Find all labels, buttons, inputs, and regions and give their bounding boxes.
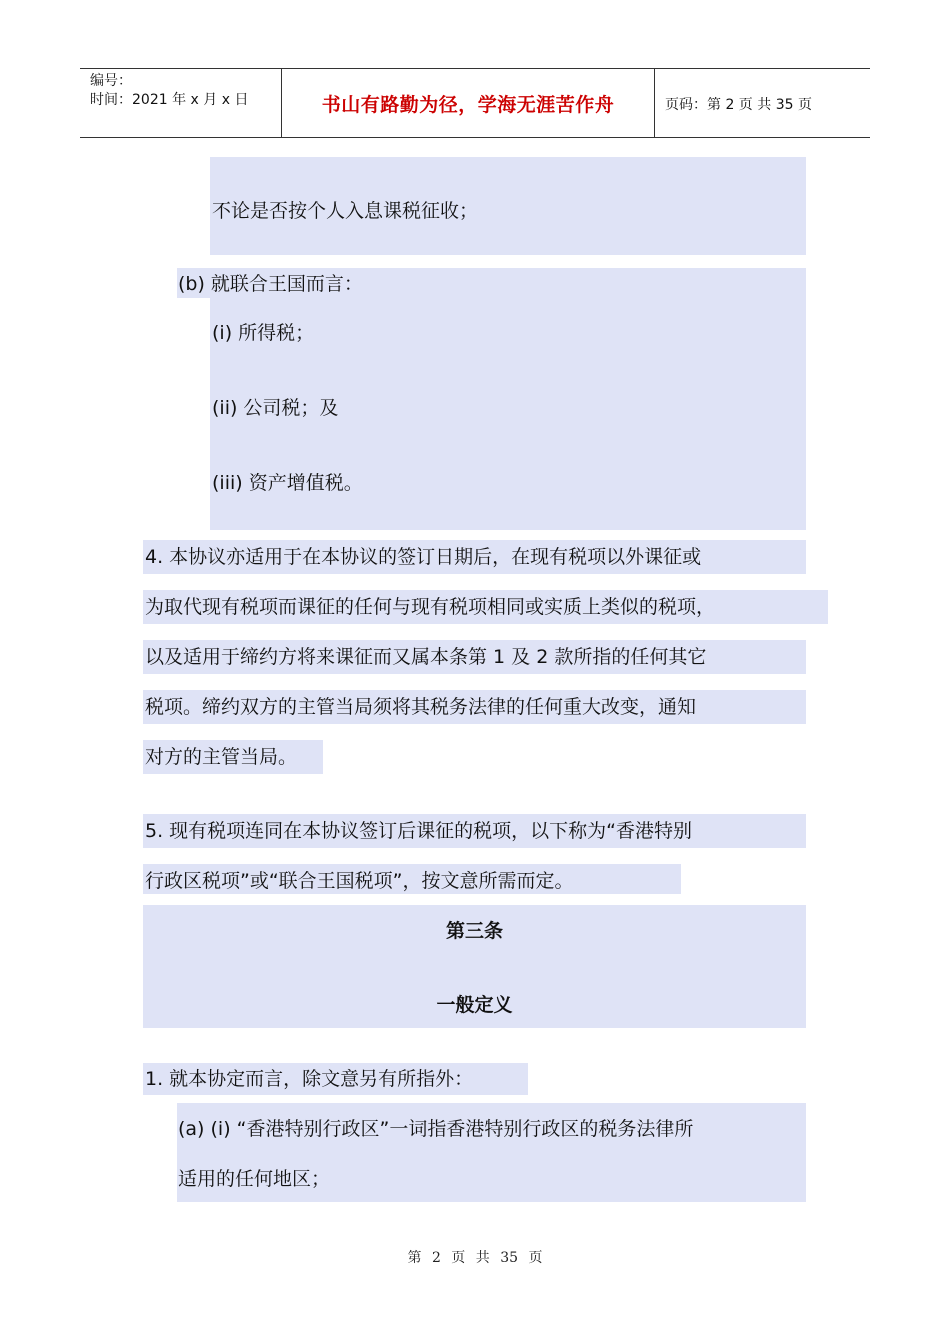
document-time-label: 时间：2021 年 x 月 x 日 — [90, 92, 249, 108]
paragraph-line: 行政区税项”或“联合王国税项”，按文意所需而定。 — [145, 870, 574, 892]
paragraph-line: 对方的主管当局。 — [145, 746, 298, 768]
header-page-info: 页码：第 2 页 共 35 页 — [665, 97, 812, 113]
header-page-cell — [655, 69, 870, 137]
article-title: 第三条 — [445, 920, 503, 942]
page-header — [80, 68, 870, 138]
header-motto: 书山有路勤为径，学海无涯苦作舟 — [321, 94, 615, 116]
list-item: (iii) 资产增值税。 — [212, 472, 363, 494]
paragraph-line: 税项。缔约双方的主管当局须将其税务法律的任何重大改变，通知 — [145, 696, 697, 718]
paragraph-line: 以及适用于缔约方将来课征而又属本条第 1 及 2 款所指的任何其它 — [145, 646, 707, 668]
article-subtitle: 一般定义 — [436, 994, 513, 1016]
paragraph-line: 为取代现有税项而课征的任何与现有税项相同或实质上类似的税项， — [145, 596, 716, 618]
subclause-heading: (b) 就联合王国而言： — [178, 273, 363, 295]
definition-line: 适用的任何地区； — [178, 1168, 331, 1190]
list-item: (i) 所得税； — [212, 322, 315, 344]
list-item: (ii) 公司税；及 — [212, 397, 339, 419]
paragraph-line: 5. 现有税项连同在本协议签订后课征的税项，以下称为“香港特别 — [145, 820, 693, 842]
document-number-label: 编号： — [90, 73, 132, 89]
definition-intro: 1. 就本协定而言，除文意另有所指外： — [145, 1068, 474, 1090]
header-meta-cell — [80, 69, 282, 137]
page-footer: 第 2 页 共 35 页 — [407, 1250, 543, 1266]
body-line: 不论是否按个人入息课税征收； — [212, 200, 479, 222]
paragraph-line: 4. 本协议亦适用于在本协议的签订日期后，在现有税项以外课征或 — [145, 546, 702, 568]
header-motto-cell — [282, 69, 655, 137]
definition-line: (a) (i) “香港特别行政区”一词指香港特别行政区的税务法律所 — [178, 1118, 694, 1140]
